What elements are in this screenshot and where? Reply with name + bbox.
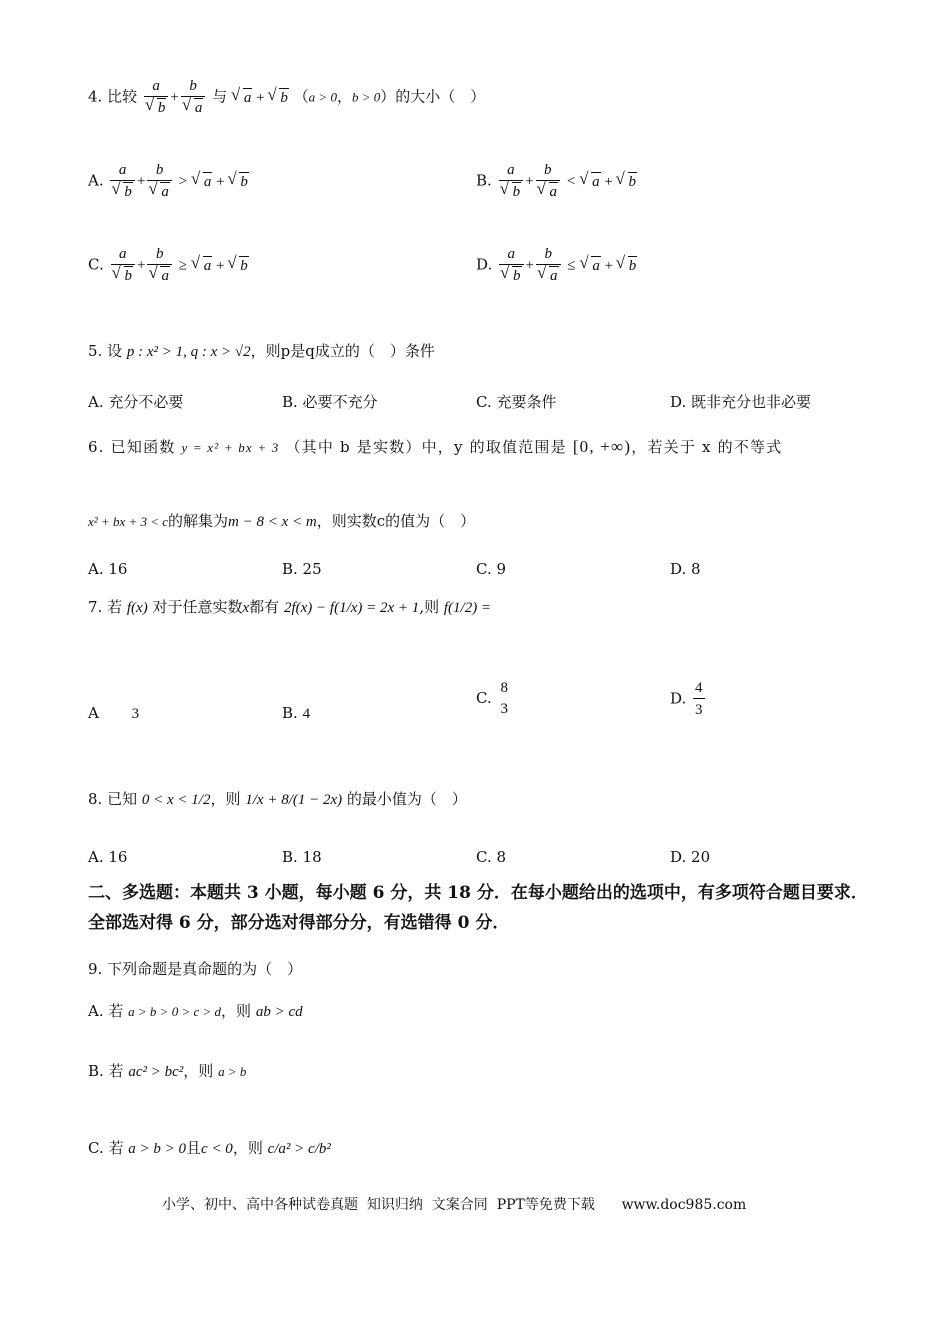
q7-eq: 2f(x) − f(1/x) = 2x + 1 (283, 600, 420, 616)
q7-fx: f(x) (126, 600, 148, 616)
option-label: B. (476, 171, 492, 190)
q4-cond-b: b > 0 (351, 89, 381, 105)
q7-option-b[interactable] (282, 704, 310, 723)
q7-x: x (242, 600, 250, 616)
q8-option-d[interactable]: D. 20 (670, 848, 711, 866)
q7-text1: 对于任意实数 (152, 598, 243, 616)
q8-number: 8. 已知 (88, 790, 138, 808)
denominator: 3 (695, 702, 703, 718)
q6-sol-label: 的解集为 (168, 512, 229, 530)
q7-option-a[interactable] (88, 704, 139, 723)
q9-c-cond1: a > b > 0 (128, 1141, 187, 1157)
q8-cond: 0 < x < 1/2 (141, 792, 211, 808)
q7-number: 7. 若 (88, 598, 123, 616)
q7-text3: ,则 (419, 598, 440, 616)
q9-c-cond2: c < 0 (201, 1141, 233, 1157)
q9-a-cond: a > b > 0 > c > d (128, 1004, 222, 1019)
option-label: B. (282, 704, 298, 722)
q4-tail: 的大小（ ） (395, 87, 486, 106)
q7-option-c[interactable] (476, 678, 512, 720)
q6-func: y = x² + bx + 3 (181, 440, 280, 455)
q6-tail: ，则实数c的值为（ ） (316, 512, 476, 530)
frac-b-over-sqrt-a: b √ a (181, 76, 206, 119)
q9-option-c[interactable] (88, 1137, 331, 1158)
question-7-stem (88, 596, 491, 617)
q7-option-d[interactable] (670, 678, 707, 721)
option-label: A. (88, 171, 104, 190)
q9-b-result: a > b (218, 1064, 247, 1079)
option-label: C. 若 (88, 1139, 124, 1157)
q9-c-and: 且 (186, 1139, 202, 1157)
q4-option-b[interactable]: B. a √ b + b √ a < √ a + √ b (476, 160, 637, 203)
q9-a-result: ab > cd (255, 1004, 303, 1020)
q8-option-c[interactable]: C. 8 (476, 848, 507, 866)
q6-range: [0, +∞) (572, 437, 632, 456)
q4-option-a[interactable]: A. a √ b + b √ a > √ a + √ b (88, 160, 249, 203)
relation: ≤ (567, 257, 576, 274)
option-label: B. 若 (88, 1062, 124, 1080)
question-4-stem: 4. 比较 a √ b + b √ a 与 √ a + √ b （a > 0，b > 0）的大小（ ） (88, 76, 485, 119)
q6-option-d[interactable]: D. 8 (670, 560, 701, 578)
q6-pre: 6. 已知函数 (88, 438, 176, 456)
question-5-stem (88, 340, 435, 361)
option-label: A. 若 (88, 1002, 124, 1020)
numerator: 4 (693, 678, 705, 699)
relation: > (178, 173, 188, 190)
page-footer: 小学、初中、高中各种试卷真题 知识归纳 文案合同 PPT等免费下载 www.doc985.com (162, 1197, 747, 1213)
q5-option-a[interactable]: A. 充分不必要 (88, 393, 184, 411)
option-label: C. (88, 255, 104, 274)
frac-a-over-sqrt-b: a √ b (144, 76, 169, 119)
q5-formula: p : x² > 1, q : x > √2 (126, 344, 251, 360)
option-label: C. (476, 689, 492, 707)
q9-c-mid: ，则 (232, 1139, 263, 1157)
q5-option-d[interactable]: D. 既非充分也非必要 (670, 393, 812, 411)
denominator: 3 (500, 701, 508, 717)
q8-expr: 1/x + 8/(1 − 2x) (245, 792, 343, 808)
option-label: D. (476, 255, 493, 274)
question-9-stem: 9. 下列命题是真命题的为（ ） (88, 960, 303, 978)
question-6-line2 (88, 510, 475, 531)
option-value: 4 (302, 706, 311, 722)
q7-text2: 都有 (249, 598, 280, 616)
q6-option-c[interactable]: C. 9 (476, 560, 507, 578)
q8-option-a[interactable]: A. 16 (88, 848, 128, 866)
q6-option-b[interactable]: B. 25 (282, 560, 322, 578)
section-2-heading: 二、多选题：本题共 3 小题，每小题 6 分，共 18 分．在每小题给出的选项中，有多项符合题目要求．全部选对得 6 分，部分选对得部分分，有选错得 0 分． (88, 883, 868, 933)
q5-number: 5. 设 (88, 342, 123, 360)
relation: < (566, 173, 576, 190)
q9-b-cond: ac² > bc² (128, 1064, 184, 1080)
question-8-stem (88, 788, 467, 809)
q5-option-c[interactable]: C. 充要条件 (476, 393, 557, 411)
question-6-line1 (88, 436, 782, 457)
q6-option-a[interactable]: A. 16 (88, 560, 128, 578)
q9-c-result: c/a² > c/b² (267, 1141, 331, 1157)
q4-option-d[interactable]: D. a √ b + b √ a ≤ √ a + √ b (476, 244, 637, 287)
q9-option-a[interactable] (88, 1000, 303, 1021)
q4-option-c[interactable]: C. a √ b + b √ a ≥ √ a + √ b (88, 244, 249, 287)
numerator: 8 (500, 680, 508, 696)
q6-post: ，若关于 x 的不等式 (631, 438, 783, 456)
q6-ineq: x² + bx + 3 < c (88, 514, 169, 529)
q4-cond-a: a > 0 (308, 89, 337, 105)
q4-number: 4. 比较 (88, 87, 138, 106)
q8-text1: ，则 (210, 790, 241, 808)
q8-option-b[interactable]: B. 18 (282, 848, 322, 866)
q8-tail: 的最小值为（ ） (346, 790, 467, 808)
relation: ≥ (178, 257, 187, 274)
option-label: A (88, 704, 99, 722)
q9-a-mid: ，则 (221, 1002, 252, 1020)
option-value: 3 (131, 706, 140, 722)
q9-option-b[interactable] (88, 1060, 246, 1081)
q5-tail: ，则p是q成立的（ ）条件 (250, 342, 435, 360)
q6-mid: （其中 b 是实数）中，y 的取值范围是 (285, 438, 567, 456)
q4-mid: 与 (212, 87, 228, 106)
q7-ask: f(1/2) = (443, 600, 492, 616)
q6-sol: m − 8 < x < m (228, 514, 317, 530)
q9-b-mid: ，则 (183, 1062, 214, 1080)
q5-option-b[interactable]: B. 必要不充分 (282, 393, 378, 411)
option-label: D. (670, 689, 687, 708)
